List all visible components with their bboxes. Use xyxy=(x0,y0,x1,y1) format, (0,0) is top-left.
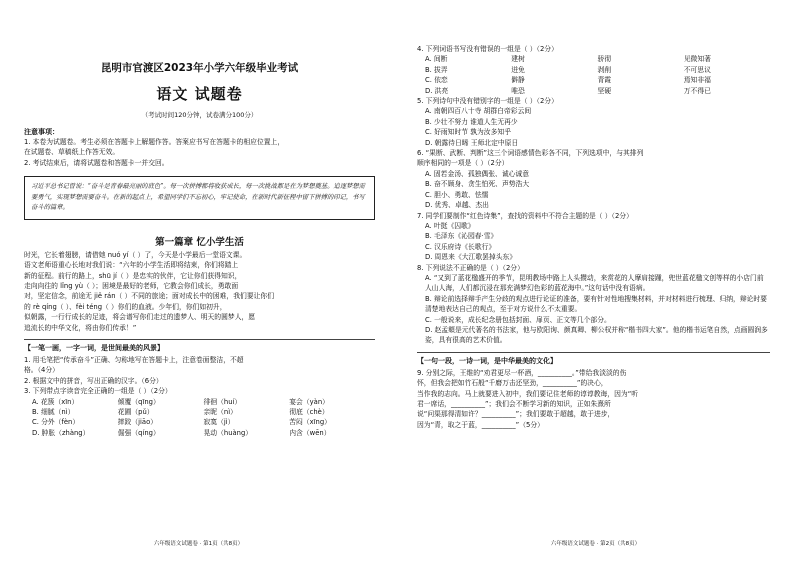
passage-line: 对，坚定信念，前途无 jiě rán（ ）不同的旅途；面对成长中的困难，我们要让你们 xyxy=(24,292,275,301)
passage-line: 时光，它长着翅膀，请借她 nuó yí（ ）了，今天是小学最后一堂语文课。 xyxy=(24,250,247,259)
option-row: D. 肿胀（zhàng） 倔强（qíng） 晃动（huàng） 内含（wēn） xyxy=(32,428,331,437)
passage-line: 的 rè qíng（ ）、fèi téng（ ）你们的血液。少年们，你们如初升， xyxy=(24,302,227,311)
option: D. 周恩来《大江歌罢掉头东》 xyxy=(425,253,517,262)
question-2: 2. 根据文中的拼音，写出正确的汉字。（6分） xyxy=(24,376,163,385)
question-6-options xyxy=(417,169,770,211)
option: D. 朝露待日晞 王师北定中原日 xyxy=(425,138,519,147)
option: B. 毛泽东《沁园春·雪》 xyxy=(425,232,498,241)
option-row: D. 洪亮 唯恐 坚硬 万不得已 xyxy=(425,86,711,95)
option: B. 辩论前选择辩手产生分歧的观点进行论证的准备，要有针对性地搜集材料，并对材料进行梳理、归纳，辩论时要清楚地表达自己的观点，至于对方说什么不太重要。 xyxy=(425,294,768,314)
option: A. 南朝四百八十寺 胡群白帝彩云间 xyxy=(425,107,532,116)
passage-line: 新的征程。前行的路上，shū jí（ ）是忠实的伙伴，它让你们获得知识， xyxy=(24,271,242,280)
option: C. 一般说来，成长纪念册包括封面、扉页、正文等几个部分。 xyxy=(425,315,611,324)
question-4-options xyxy=(417,54,770,96)
question-8: 8. 下列说法不正确的是（ ）（2分） xyxy=(417,263,524,272)
option: D. 赵孟頫是元代著名的书法家，他与欧阳询、颜真卿、柳公权并称“楷书四大家”。他的楷书运笔自然，点画圆润多姿，具有很高的艺术价值。 xyxy=(425,325,768,345)
option: B. 奋不顾身、贪生怕死、声势浩大 xyxy=(425,180,530,189)
question-9-line: 怀，但我会把如竹石般“千磨万击还坚劲，__________”的决心， xyxy=(417,379,608,388)
question-3-options xyxy=(24,397,375,439)
notice-heading: 注意事项： xyxy=(24,128,59,136)
chapter-title: 第一篇章 忆小学生活 xyxy=(155,236,244,248)
passage-line: 语文老师语重心长地对我们说：“六年的小学生活即将结束，你们将踏上 xyxy=(24,261,239,270)
notice-line: 2. 考试结束后，请将试题卷和答题卡一并交回。 xyxy=(24,158,169,167)
option-row: B. 拔弄 迸免 剥削 不可思议 xyxy=(425,65,711,74)
exam-title: 昆明市官渡区2023年小学六年级毕业考试 xyxy=(100,62,299,74)
exam-subject-title: 语文 试题卷 xyxy=(156,85,243,103)
question-1-cont: 格。（4分） xyxy=(24,366,59,375)
passage-line: 似朝露，一行行成长的足迹，将会谱写你们走过的遗梦人、明天的圆梦人，愿 xyxy=(24,313,256,322)
option: A. 叶挺《囚歌》 xyxy=(425,221,475,230)
question-4: 4. 下列词语书写没有错误的一组是（ ）（2分） xyxy=(417,45,558,53)
question-5-options xyxy=(417,106,770,148)
question-8-options xyxy=(417,273,770,346)
option: B. 少壮不努力 谁道人生无再少 xyxy=(425,117,518,126)
option: D. 优秀、卓越、杰出 xyxy=(425,201,489,210)
page-footer: 六年级语文试题卷 · 第1页（共8页） xyxy=(153,541,244,547)
question-6: 6. “果断、武断、判断”这三个词语感情色彩各不同，下列选项中，与其排列 xyxy=(417,149,644,158)
option-row: C. 依恋 僻静 青霞 焉知非福 xyxy=(425,76,711,85)
option: A. “又到了蓝花楹盛开的季节，昆明教场中路上人头攒动，来赏花的人摩肩接踵，兜世蓝花楹文创等样的小店门前人山人海，人们都沉浸在那充满梦幻色彩的蓝花海中。”这句话中没有语病。 xyxy=(425,273,764,293)
question-6-cont: 顺序相同的一项是（ ）（2分） xyxy=(417,159,509,168)
passage-line: 走向向往的 lǐng yù（ ）；困境是最好的老师，它教会你们成长，勇敢面 xyxy=(24,281,239,290)
question-3: 3. 下列带点字读音完全正确的一组是（ ）（2分） xyxy=(24,387,172,396)
option: A. 固若金汤、孤独偶张、诚心诚意 xyxy=(425,169,530,178)
option-row: A. 间断 建树 骄彻 见微知著 xyxy=(425,55,711,64)
notice-line: 在试题卷、草稿纸上作答无效。 xyxy=(24,148,120,157)
option: C. 汉乐府诗《长歌行》 xyxy=(425,242,496,251)
section-heading: 【一句一段，一诗一词，是中华最美的文化】 xyxy=(417,352,770,366)
option: C. 胆小、勇敢、怯懦 xyxy=(425,190,489,199)
reading-passage xyxy=(24,250,375,333)
question-9-line: 君一席话，__________”；我们会不断学习新的知识，正如朱熹所 xyxy=(417,400,611,408)
question-5: 5. 下列诗句中没有错别字的一组是（ ）（2分） xyxy=(417,97,558,106)
page-right xyxy=(397,0,794,561)
question-9 xyxy=(417,368,770,430)
option-row: C. 分外（fèn） 摔跤（jiāo） 寂寞（jì） 苦闷（xīng） xyxy=(32,418,331,427)
question-7: 7. 同学们要制作“红色诗集”，查找的资料中不符合主题的是（ ）（2分） xyxy=(417,211,633,220)
question-9-line: 9. 分别之际，王维的“劝君更尽一杯酒，__________。”带给我淡淡的伤 xyxy=(417,368,627,377)
quote-box: 习近平总书记曾说：“奋斗是青春最亮丽的底色”。每一次拼搏都将收获成长，每一次挑战都是在为梦想奠基。追逐梦想需要勇气，实现梦想需要奋斗。在新的起点上，希望同学们不忘初心，牢记使命，在新时代新征程中留下拼搏的印记，书写奋斗的篇章。 xyxy=(24,176,375,220)
notice-line: 1. 本卷为试题卷。考生必须在答题卡上解题作答。答案应书写在答题卡的相应位置上， xyxy=(24,138,285,146)
option-row: A. 花簇（xīn） 倾覆（qīng） 徘徊（huí） 宴会（yàn） xyxy=(32,397,329,406)
section-heading: 【一笔一画，一字一词，是世间最美的风景】 xyxy=(24,339,375,353)
question-9-line: 因为“青，取之于蓝，__________”（5分） xyxy=(417,420,544,429)
option-row: B. 细腻（nì） 花圃（pǔ） 亲昵（nì） 彻底（chè） xyxy=(32,408,329,416)
exam-time-note: （考试时间120分钟，试卷满分100分） xyxy=(141,111,258,119)
option: C. 好雨知时节 孰为汝多知乎 xyxy=(425,128,511,137)
passage-line: 追流长的中华文化，将由你们传承！” xyxy=(24,323,137,332)
page-footer: 六年级语文试题卷 · 第2页（共8页） xyxy=(550,541,641,547)
question-7-options xyxy=(417,221,770,263)
question-1: 1. 用毛笔把“传承奋斗”正确、匀称地写在答题卡上，注意卷面整洁，不超 xyxy=(24,355,244,364)
question-9-line: 说“问渠那得清如许？__________”；我们要敢于超越，敢于进步， xyxy=(417,410,615,419)
question-9-line: 当作我的志向。马上就要进入初中，我们要记住老师的谆谆教诲，因为“听 xyxy=(417,389,639,398)
